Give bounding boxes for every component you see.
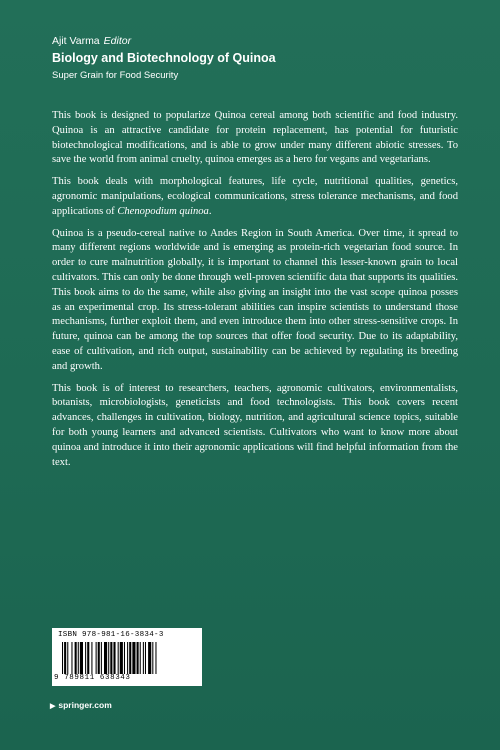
barcode-bar [75,642,77,674]
cover-header [52,35,462,82]
barcode-bar [152,642,153,674]
barcode-bar [113,642,115,674]
barcode-bar [101,642,102,674]
barcode-bar [85,642,86,674]
barcode-bar [140,642,141,674]
barcode-bar [127,642,128,674]
barcode-bar [155,642,156,674]
barcode-bar [137,642,139,674]
barcode-bar [143,642,144,674]
barcode-bars [62,642,192,674]
barcode-bar [110,642,112,674]
book-subtitle: Super Grain for Food Security [52,70,179,81]
editor-role: Editor [103,35,132,47]
barcode-bar [98,642,100,674]
description-paragraph-3: Quinoa is a pseudo-cereal native to Andes Region in South America. Over time, it spread to many different regions worldwide and is emerging as protein-rich vegetarian food source. In order to cure malnutrition globally, it is important to channel this lesser-known grain to local cultivators. This can only be done through well-proven scientific data that supports its qualities. This book aims to do the same, while also giving an insight into the vast scope quinoa posses as an experimental crop. Its stress-tolerant abilities can inspire scientists to understand those mechanisms, further exploit them, and even introduce them into other stress-sensitive crops. In future, quinoa can be among the top sources that offer food security. Due to its adaptability, ease of cultivation, and rich output, sustainability can be achieved by regulating its breeding and growth. [52,227,458,372]
barcode-bar [87,642,89,674]
barcode-bar [132,642,135,674]
barcode-bar [145,642,146,674]
barcode-bar [64,642,66,674]
description-paragraph-2 [52,175,458,219]
description-paragraph-1: This book is designed to popularize Quinoa cereal among both scientific and food industry. Quinoa is an attractive candidate for protein replacement, has potential for futuristic biotechnological modifications, and is able to grow under many different abiotic stresses. To save the world from animal cruelty, quinoa emerges as a hero for vegans and vegetarians. [52,110,458,166]
barcode-bar [104,642,107,674]
barcode-bar [91,642,92,674]
arrow-icon: ▶ [50,703,56,710]
barcode-bar [118,642,119,674]
barcode-bar [78,642,79,674]
barcode-bar [67,642,68,674]
barcode-bar [62,642,63,674]
editor-line [52,35,462,48]
species-name: Chenopodium quinoa [117,205,209,217]
barcode-bar [124,642,125,674]
isbn-label: ISBN 978-981-16-3834-3 [58,631,164,639]
publisher-url: springer.com [58,700,112,710]
barcode-bar [71,642,72,674]
barcode-bar [120,642,123,674]
book-description [52,109,458,477]
description-paragraph-4: This book is of interest to researchers, teachers, agronomic cultivators, environmentalists, botanists, microbiologists, geneticists and food technologists. This book covers recent advances, challenges in cultivation, biology, nutrition, and agricultural science topics, suitable for both young learners and advanced scientists. Cultivators who want to know more about quinoa and introduce it into their agronomic applications will find helpful information from the text. [52,382,458,468]
barcode-bar [129,642,131,674]
barcode-digits: 9 789811 638343 [54,674,131,682]
publisher-link[interactable] [50,700,112,710]
barcode-bar [80,642,83,674]
editor-name: Ajit Varma [52,35,100,47]
paragraph-2-end: . [208,205,212,217]
barcode-bar [148,642,151,674]
paragraph-2-text: This book deals with morphological features, life cycle, nutritional qualities, genetics, agronomic manipulations, ecological communications, stress tolerance mechanisms, and food applications of [52,176,458,217]
book-title: Biology and Biotechnology of Quinoa [52,51,276,65]
barcode-bar [108,642,109,674]
barcode-bar [96,642,97,674]
isbn-barcode [52,628,202,686]
